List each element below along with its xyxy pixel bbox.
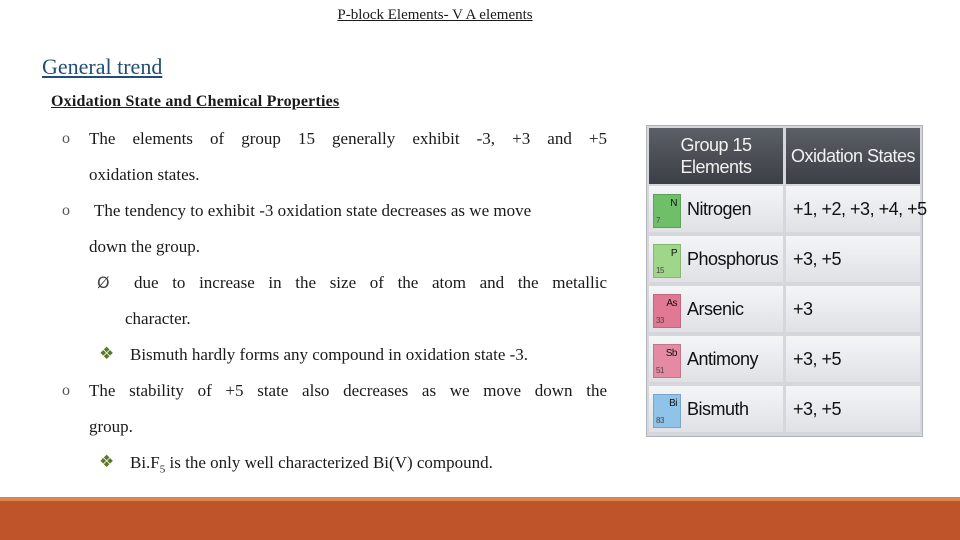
table-row	[649, 186, 927, 232]
bullet-text: character.	[125, 309, 191, 328]
element-name: Phosphorus	[687, 248, 779, 269]
subheading: Oxidation State and Chemical Properties	[51, 93, 340, 110]
element-symbol-tile: N 7	[653, 194, 681, 228]
element-symbol-tile: As 33	[653, 294, 681, 328]
element-cell	[649, 386, 783, 432]
circle-bullet-icon: o	[62, 382, 70, 399]
element-cell	[649, 186, 783, 232]
element-cell	[649, 336, 783, 382]
table-row	[649, 236, 920, 282]
diamond-bullet-icon: ❖	[99, 344, 115, 364]
oxidation-states-value: +1, +2, +3, +4, +5	[793, 198, 927, 219]
bullet-text: The stability of +5 state also decreases as we move down the	[89, 381, 607, 400]
element-name: Antimony	[687, 348, 759, 369]
oxidation-states-value: +3, +5	[793, 348, 842, 369]
table-header-oxidation: Oxidation States	[786, 128, 920, 184]
oxidation-states-table	[646, 125, 927, 437]
oxidation-cell	[786, 286, 920, 332]
section-heading: General trend	[42, 54, 163, 79]
element-symbol-tile: Bi 83	[653, 394, 681, 428]
oxidation-cell	[786, 236, 920, 282]
table-row	[649, 286, 920, 332]
table-row	[649, 336, 920, 382]
element-symbol-tile: P 15	[653, 244, 681, 278]
bullet-text: $Bi.F_5$ is the only well characterized Bi(V) compound.	[130, 453, 493, 476]
bullet-text: down the group.	[89, 237, 200, 256]
table-row	[649, 386, 920, 432]
oxidation-states-value: +3	[793, 298, 813, 319]
oxidation-states-value: +3, +5	[793, 398, 842, 419]
bullet-text: due to increase in the size of the atom and the metallic	[134, 273, 607, 292]
element-name: Arsenic	[687, 298, 744, 319]
element-symbol-tile: Sb 51	[653, 344, 681, 378]
circle-bullet-icon: o	[62, 130, 70, 147]
oxidation-cell	[786, 336, 920, 382]
arrow-bullet-icon: Ø	[97, 273, 110, 292]
element-cell	[649, 286, 783, 332]
diamond-bullet-icon: ❖	[99, 452, 115, 472]
oxidation-cell	[786, 386, 920, 432]
table-header-elements: Group 15 Elements	[649, 128, 783, 184]
footer-bar	[0, 497, 960, 540]
bullet-text: group.	[89, 417, 133, 436]
element-cell	[649, 236, 783, 282]
circle-bullet-icon: o	[62, 202, 70, 219]
oxidation-states-value: +3, +5	[793, 248, 842, 269]
bullet-text: The tendency to exhibit -3 oxidation state decreases as we move	[94, 201, 532, 220]
bullet-text: oxidation states.	[89, 165, 200, 184]
bullet-text: Bismuth hardly forms any compound in oxidation state -3.	[130, 345, 529, 364]
bullet-text: The elements of group 15 generally exhibit -3, +3 and +5	[89, 129, 607, 148]
slide-title: P-block Elements- V A elements	[337, 7, 533, 23]
element-name: Bismuth	[687, 398, 749, 419]
element-name: Nitrogen	[687, 198, 752, 219]
oxidation-cell	[786, 186, 927, 232]
